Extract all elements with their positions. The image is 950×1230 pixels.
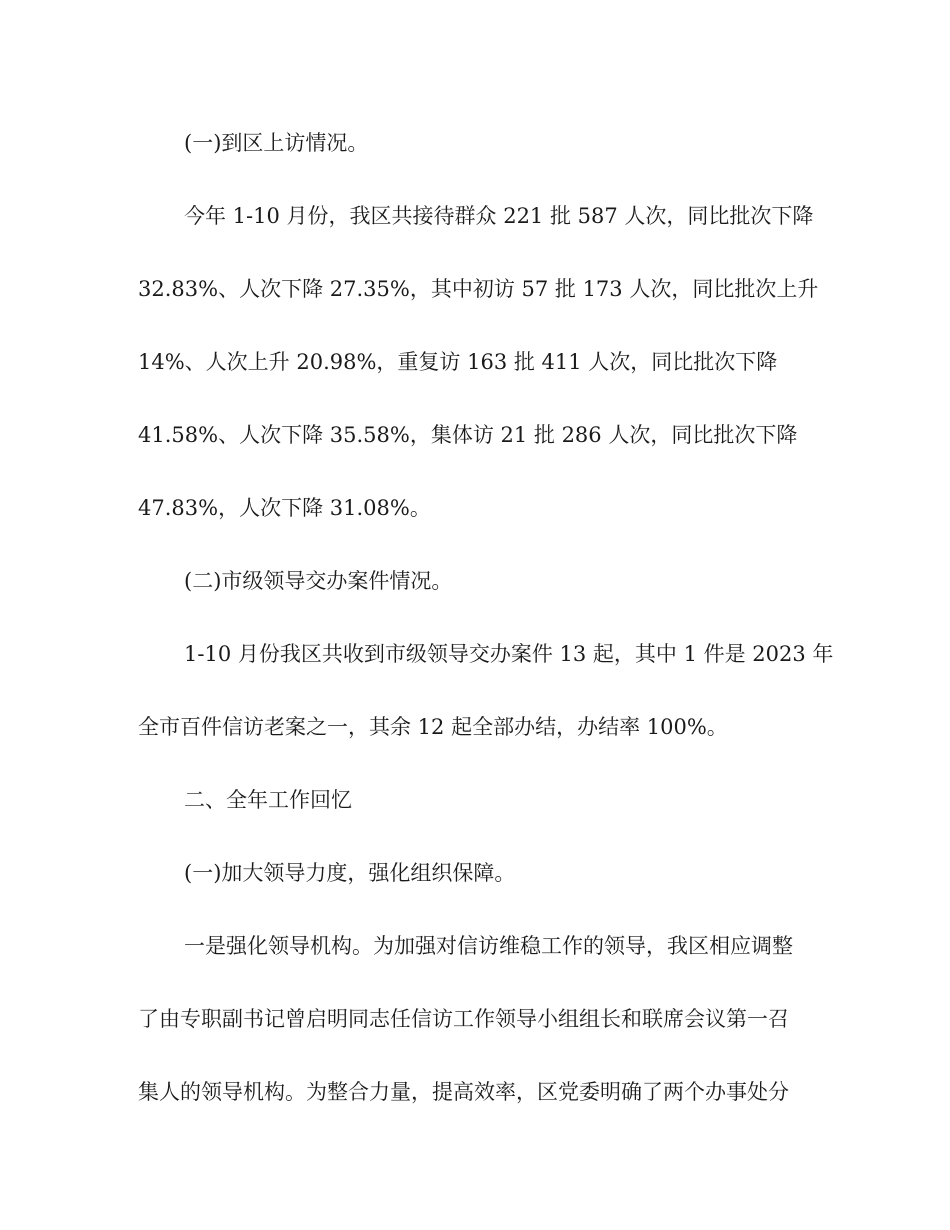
heading-city-leader-cases: (二)市级领导交办案件情况。	[184, 569, 453, 593]
paragraph-line: 32.83%、人次下降 27.35%，其中初访 57 批 173 人次，同比批次上升	[138, 277, 819, 301]
paragraph-line: 41.58%、人次下降 35.58%，集体访 21 批 286 人次，同比批次下降	[138, 423, 798, 447]
section-heading-annual-review: 二、全年工作回忆	[184, 788, 352, 812]
paragraph-line: 了由专职副书记曾启明同志任信访工作领导小组组长和联席会议第一召	[138, 1007, 789, 1031]
paragraph-line: 一是强化领导机构。为加强对信访维稳工作的领导，我区相应调整	[184, 934, 793, 958]
paragraph-line: 1-10 月份我区共收到市级领导交办案件 13 起，其中 1 件是 2023 年	[184, 642, 834, 666]
heading-visits-to-district: (一)到区上访情况。	[184, 131, 369, 155]
paragraph-line: 集人的领导机构。为整合力量，提高效率，区党委明确了两个办事处分	[138, 1080, 789, 1104]
paragraph-line: 14%、人次上升 20.98%，重复访 163 批 411 人次，同比批次下降	[138, 350, 778, 374]
paragraph-line: 今年 1-10 月份，我区共接待群众 221 批 587 人次，同比批次下降	[184, 204, 814, 228]
paragraph-line: 全市百件信访老案之一，其余 12 起全部办结，办结率 100%。	[138, 715, 728, 739]
heading-leadership-strengthening: (一)加大领导力度，强化组织保障。	[184, 861, 516, 885]
paragraph-line: 47.83%，人次下降 31.08%。	[138, 496, 431, 520]
